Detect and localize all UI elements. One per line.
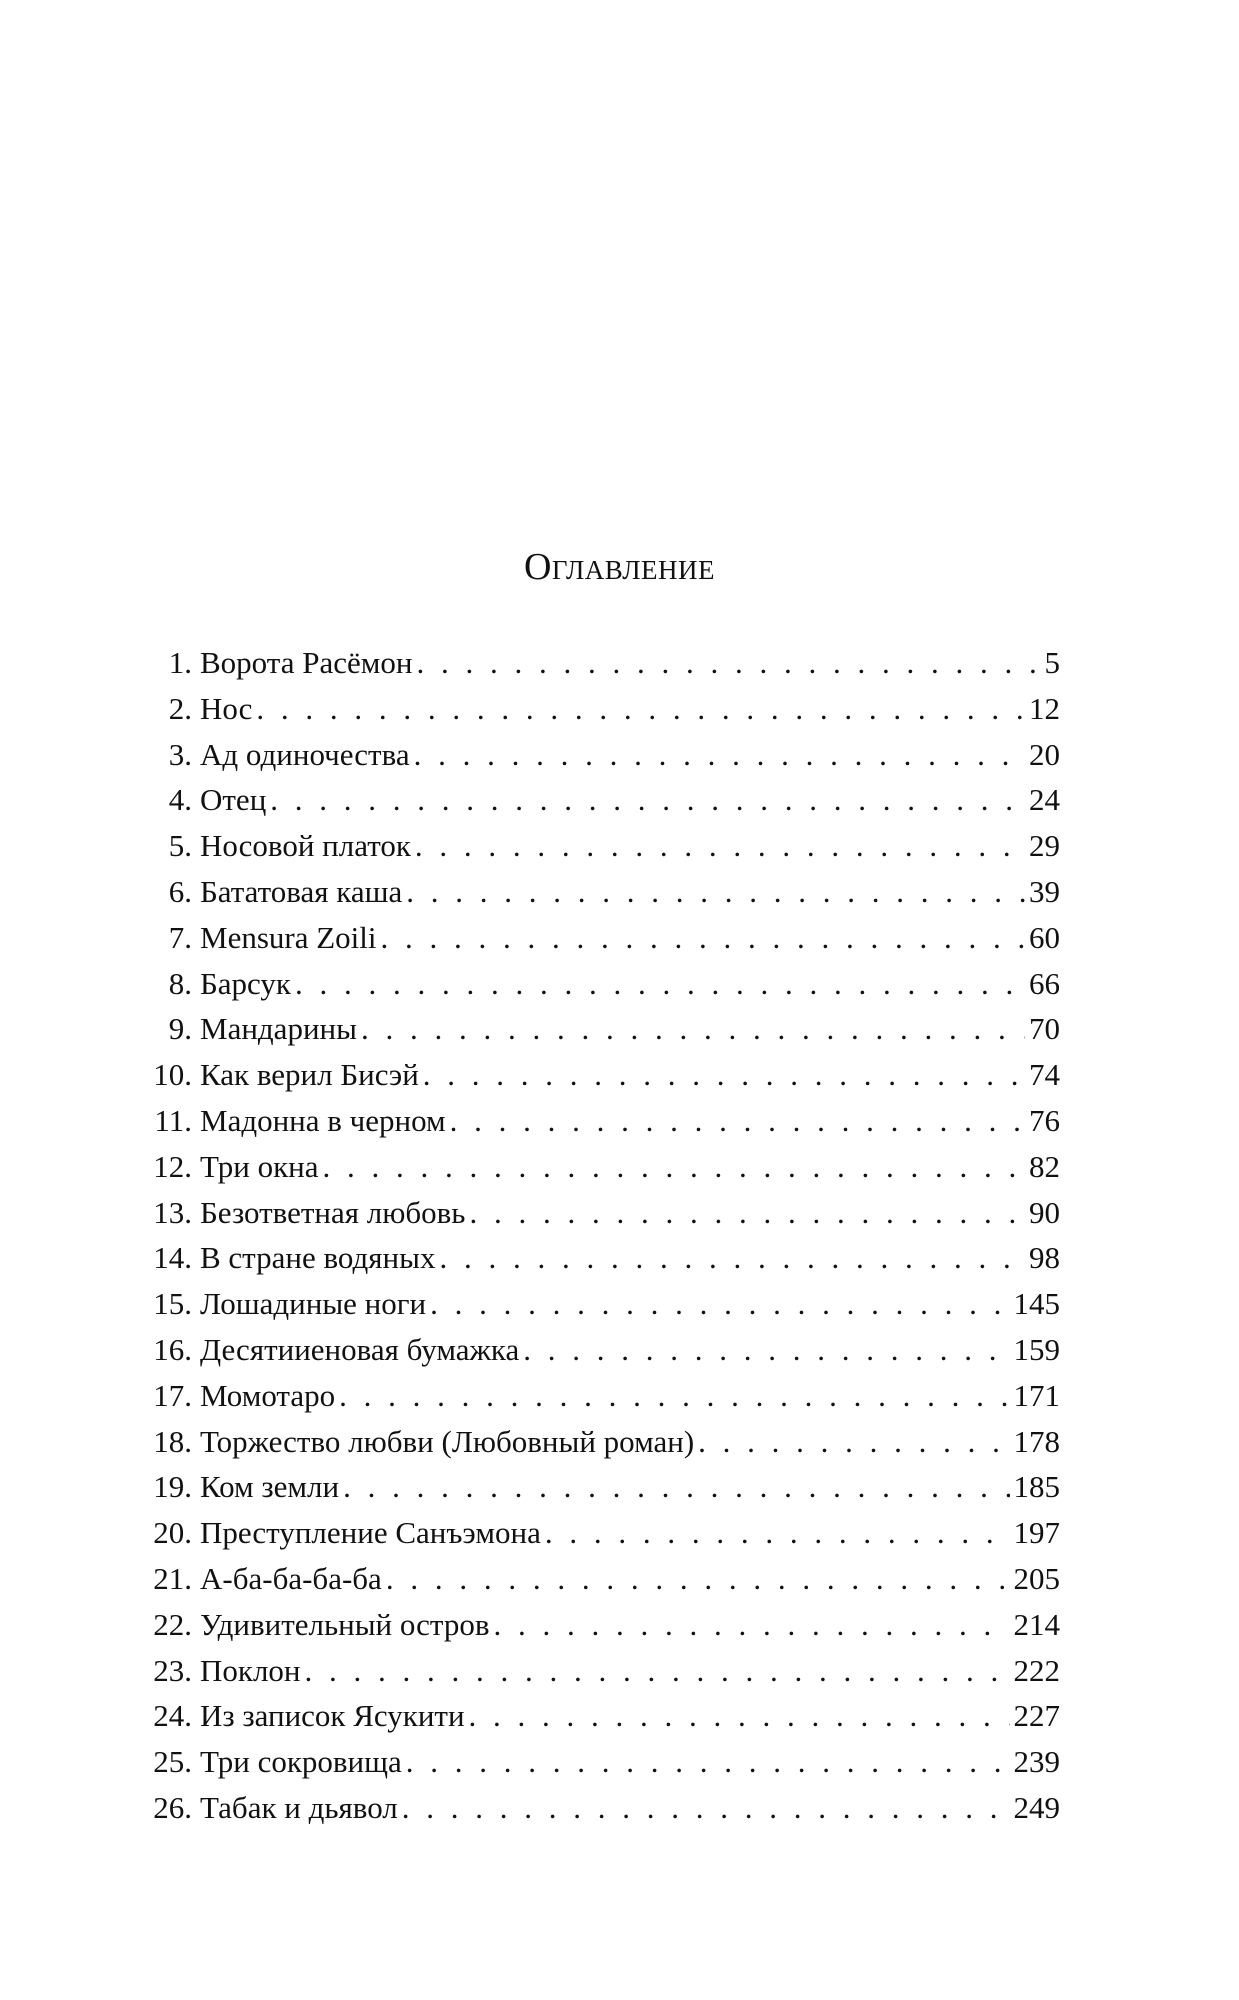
toc-dot-leader bbox=[523, 1327, 1009, 1373]
toc-dot-leader bbox=[423, 1052, 1025, 1098]
toc-entry-page-number: 239 bbox=[1013, 1744, 1060, 1780]
toc-dot-leader bbox=[256, 686, 1025, 732]
toc-entry-title: Лошадиные ноги bbox=[200, 1286, 427, 1322]
toc-entry-number: 3. bbox=[168, 736, 192, 772]
toc-dot-leader bbox=[323, 1144, 1025, 1190]
toc-entry-page-number: 39 bbox=[1029, 873, 1060, 909]
toc-entry-number: 1. bbox=[168, 645, 192, 680]
toc-entry-page-number: 98 bbox=[1029, 1240, 1060, 1276]
toc-entry bbox=[140, 1144, 1060, 1190]
toc-entry-title: Табак и дьявол bbox=[200, 1789, 398, 1825]
toc-dot-leader bbox=[339, 1373, 1009, 1419]
toc-entry-title: Безответная любовь bbox=[200, 1194, 466, 1230]
toc-dot-leader bbox=[439, 1235, 1025, 1281]
toc-entry-number: 9. bbox=[168, 1011, 192, 1047]
toc-entry-page-number: 159 bbox=[1013, 1331, 1060, 1367]
toc-entry-page-number: 214 bbox=[1013, 1606, 1060, 1642]
toc-entry-number: 11. bbox=[154, 1102, 192, 1138]
toc-entry-title: Преступление Санъэмона bbox=[200, 1515, 541, 1551]
toc-entry-title: Из записок Ясукити bbox=[200, 1698, 465, 1734]
toc-entry-number: 23. bbox=[153, 1652, 192, 1688]
toc-entry-number: 10. bbox=[153, 1057, 192, 1093]
toc-entry bbox=[140, 1693, 1060, 1739]
toc-entry-title: Мандарины bbox=[200, 1011, 357, 1047]
toc-entry-page-number: 24 bbox=[1029, 782, 1060, 818]
toc-entry-page-number: 74 bbox=[1029, 1057, 1060, 1093]
toc-dot-leader bbox=[270, 777, 1025, 823]
toc-entry-title: Ком земли bbox=[200, 1469, 340, 1505]
toc-entry-page-number: 82 bbox=[1029, 1148, 1060, 1184]
toc-entry bbox=[140, 686, 1060, 732]
toc-entry bbox=[140, 1739, 1060, 1785]
toc-entry-page-number: 227 bbox=[1013, 1698, 1060, 1734]
toc-entry-title: Десятииеновая бумажка bbox=[200, 1331, 520, 1367]
toc-entry bbox=[140, 1785, 1060, 1831]
toc-entry-page-number: 5 bbox=[1044, 645, 1060, 680]
toc-entry-title: Барсук bbox=[200, 965, 291, 1001]
toc-entry-page-number: 12 bbox=[1029, 690, 1060, 726]
toc-entry bbox=[140, 1190, 1060, 1236]
toc-entry bbox=[140, 823, 1060, 869]
toc-entry-number: 2. bbox=[168, 690, 192, 726]
toc-entry-title: Носовой платок bbox=[200, 828, 411, 864]
toc-heading: Оглавление bbox=[523, 546, 716, 588]
toc-entry-number: 26. bbox=[153, 1789, 192, 1825]
toc-dot-leader bbox=[545, 1510, 1010, 1556]
toc-entry-title: Ад одиночества bbox=[200, 736, 410, 772]
toc-entry bbox=[140, 1235, 1060, 1281]
toc-entry-number: 4. bbox=[168, 782, 192, 818]
toc-dot-leader bbox=[493, 1602, 1009, 1648]
toc-dot-leader bbox=[469, 1190, 1025, 1236]
toc-entry bbox=[140, 1373, 1060, 1419]
toc-entry bbox=[140, 1464, 1060, 1510]
toc-entry-title: Мадонна в черном bbox=[200, 1102, 446, 1138]
toc-entry-page-number: 171 bbox=[1013, 1377, 1060, 1413]
toc-entry-title: Ворота Расёмон bbox=[200, 645, 413, 680]
table-of-contents bbox=[140, 640, 1060, 1831]
toc-entry-number: 22. bbox=[153, 1606, 192, 1642]
toc-dot-leader bbox=[402, 1785, 1010, 1831]
toc-entry bbox=[140, 732, 1060, 778]
toc-entry-page-number: 20 bbox=[1029, 736, 1060, 772]
toc-entry-title: А-ба-ба-ба-ба bbox=[200, 1560, 382, 1596]
toc-entry-number: 7. bbox=[168, 919, 192, 955]
toc-dot-leader bbox=[414, 732, 1025, 778]
toc-entry-title: Как верил Бисэй bbox=[200, 1057, 419, 1093]
toc-entry-title: Три сокровища bbox=[200, 1744, 402, 1780]
toc-dot-leader bbox=[698, 1419, 1009, 1465]
toc-entry-title: Удивительный остров bbox=[200, 1606, 490, 1642]
toc-entry bbox=[140, 869, 1060, 915]
toc-dot-leader bbox=[406, 869, 1025, 915]
toc-dot-leader bbox=[415, 823, 1025, 869]
toc-entry-title: Бататовая каша bbox=[200, 873, 403, 909]
toc-entry-page-number: 185 bbox=[1013, 1469, 1060, 1505]
toc-entry-title: Mensura Zoili bbox=[200, 919, 377, 955]
toc-entry-number: 18. bbox=[153, 1423, 192, 1459]
toc-entry bbox=[140, 1327, 1060, 1373]
toc-entry-title: Поклон bbox=[200, 1652, 301, 1688]
toc-entry-number: 17. bbox=[153, 1377, 192, 1413]
toc-entry bbox=[140, 1602, 1060, 1648]
toc-entry-page-number: 249 bbox=[1013, 1789, 1060, 1825]
toc-entry-number: 12. bbox=[153, 1148, 192, 1184]
toc-entry-page-number: 197 bbox=[1013, 1515, 1060, 1551]
toc-entry-title: В стране водяных bbox=[200, 1240, 436, 1276]
toc-entry-number: 20. bbox=[153, 1515, 192, 1551]
toc-entry bbox=[140, 1648, 1060, 1694]
toc-entry-number: 14. bbox=[153, 1240, 192, 1276]
toc-dot-leader bbox=[469, 1693, 1010, 1739]
toc-dot-leader bbox=[361, 1006, 1025, 1052]
toc-entry-number: 5. bbox=[168, 828, 192, 864]
toc-entry-page-number: 205 bbox=[1013, 1560, 1060, 1596]
toc-entry-page-number: 90 bbox=[1029, 1194, 1060, 1230]
toc-dot-leader bbox=[430, 1281, 1009, 1327]
toc-entry-page-number: 178 bbox=[1013, 1423, 1060, 1459]
toc-entry bbox=[140, 640, 1060, 686]
toc-entry bbox=[140, 777, 1060, 823]
toc-entry-page-number: 60 bbox=[1029, 919, 1060, 955]
toc-entry bbox=[140, 1281, 1060, 1327]
toc-entry-number: 21. bbox=[153, 1560, 192, 1596]
toc-entry-number: 8. bbox=[168, 965, 192, 1001]
toc-entry-page-number: 145 bbox=[1013, 1286, 1060, 1322]
toc-dot-leader bbox=[406, 1739, 1010, 1785]
toc-entry-number: 6. bbox=[168, 873, 192, 909]
toc-entry-title: Торжество любви (Любовный роман) bbox=[200, 1423, 695, 1459]
toc-entry-page-number: 29 bbox=[1029, 828, 1060, 864]
toc-entry-number: 16. bbox=[153, 1331, 192, 1367]
toc-entry-number: 13. bbox=[153, 1194, 192, 1230]
toc-entry-number: 25. bbox=[153, 1744, 192, 1780]
toc-entry-page-number: 70 bbox=[1029, 1011, 1060, 1047]
toc-dot-leader bbox=[386, 1556, 1010, 1602]
toc-entry-number: 24. bbox=[153, 1698, 192, 1734]
toc-entry bbox=[140, 1052, 1060, 1098]
toc-entry bbox=[140, 1510, 1060, 1556]
toc-entry-title: Три окна bbox=[200, 1148, 319, 1184]
toc-entry-number: 19. bbox=[153, 1469, 192, 1505]
toc-dot-leader bbox=[343, 1464, 1009, 1510]
toc-dot-leader bbox=[381, 915, 1026, 961]
toc-dot-leader bbox=[295, 961, 1025, 1007]
toc-entry-title: Отец bbox=[200, 782, 267, 818]
toc-dot-leader bbox=[416, 640, 1036, 686]
toc-dot-leader bbox=[450, 1098, 1025, 1144]
toc-entry bbox=[140, 961, 1060, 1007]
toc-entry-page-number: 222 bbox=[1013, 1652, 1060, 1688]
toc-entry-page-number: 66 bbox=[1029, 965, 1060, 1001]
toc-entry-number: 15. bbox=[153, 1286, 192, 1322]
toc-entry bbox=[140, 915, 1060, 961]
toc-entry bbox=[140, 1556, 1060, 1602]
toc-entry bbox=[140, 1098, 1060, 1144]
toc-entry-page-number: 76 bbox=[1029, 1102, 1060, 1138]
toc-entry-title: Нос bbox=[200, 690, 253, 726]
toc-entry-title: Момотаро bbox=[200, 1377, 336, 1413]
toc-dot-leader bbox=[305, 1648, 1010, 1694]
toc-entry bbox=[140, 1006, 1060, 1052]
toc-entry bbox=[140, 1419, 1060, 1465]
